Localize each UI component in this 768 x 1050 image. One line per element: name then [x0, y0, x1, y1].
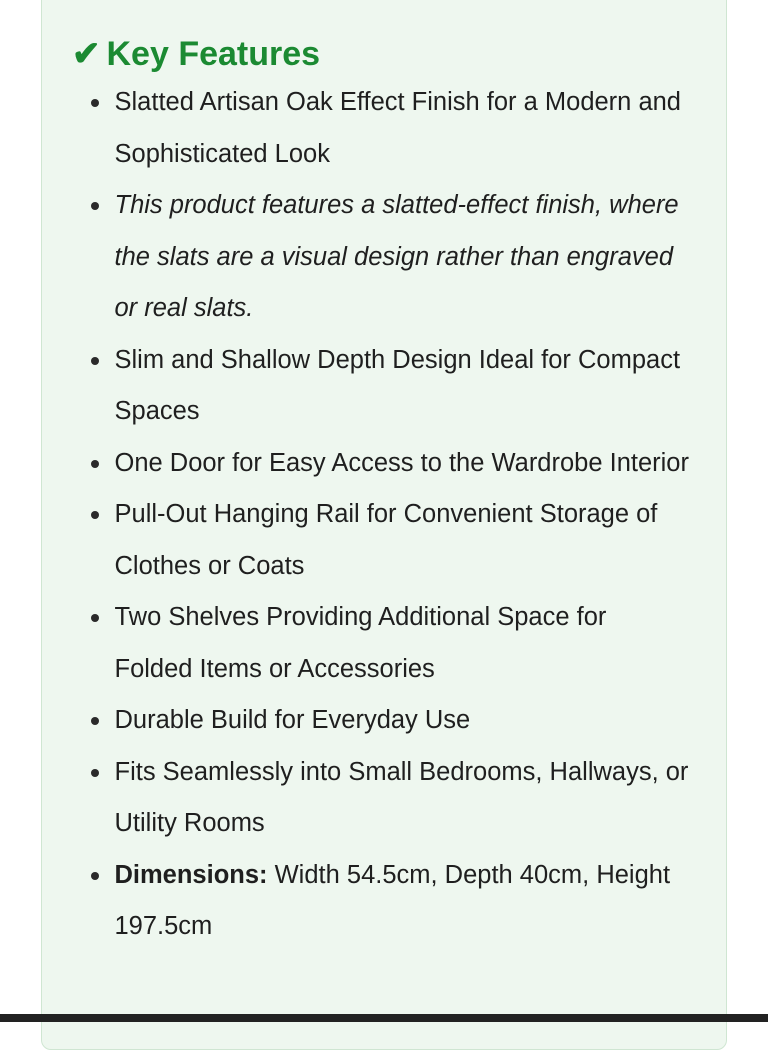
key-features-heading [72, 32, 320, 76]
feature-text: Fits Seamlessly into Small Bedrooms, Hallways, or Utility Rooms [114, 757, 689, 837]
bullet-icon [91, 717, 99, 725]
bullet-icon [91, 99, 99, 107]
feature-text: Slim and Shallow Depth Design Ideal for Compact Spaces [114, 345, 681, 425]
bullet-icon [91, 460, 99, 468]
features-list [91, 77, 691, 953]
list-item [91, 180, 691, 335]
feature-text: This product features a slatted-effect finish, where the slats are a visual design rather than engraved or real slats. [114, 191, 679, 322]
feature-text: Slatted Artisan Oak Effect Finish for a Modern and Sophisticated Look [114, 88, 681, 168]
feature-text: Two Shelves Providing Additional Space for Folded Items or Accessories [114, 603, 607, 683]
list-item [91, 335, 691, 438]
bullet-icon [91, 202, 99, 210]
heading-title: Key Features [106, 35, 321, 73]
checkmark-icon: ✔ [72, 35, 101, 73]
feature-text: One Door for Easy Access to the Wardrobe Interior [114, 448, 689, 477]
bullet-icon [91, 511, 99, 519]
bullet-icon [91, 769, 99, 777]
list-item [91, 438, 691, 490]
list-item [91, 747, 691, 850]
bullet-icon [91, 872, 99, 880]
list-item [91, 489, 691, 592]
dimensions-label: Dimensions: [114, 860, 268, 889]
feature-text: Pull-Out Hanging Rail for Convenient Storage of Clothes or Coats [114, 500, 658, 580]
list-item [91, 850, 691, 953]
bullet-icon [91, 357, 99, 365]
list-item [91, 592, 691, 695]
bullet-icon [91, 614, 99, 622]
feature-text: Durable Build for Everyday Use [114, 706, 471, 734]
dimensions-value: Width 54.5cm, Depth 40cm, Height 197.5cm [114, 860, 671, 940]
feature-text-dimensions [115, 861, 671, 941]
list-item [91, 77, 691, 180]
list-item [91, 695, 691, 747]
bottom-bar [0, 1014, 768, 1022]
